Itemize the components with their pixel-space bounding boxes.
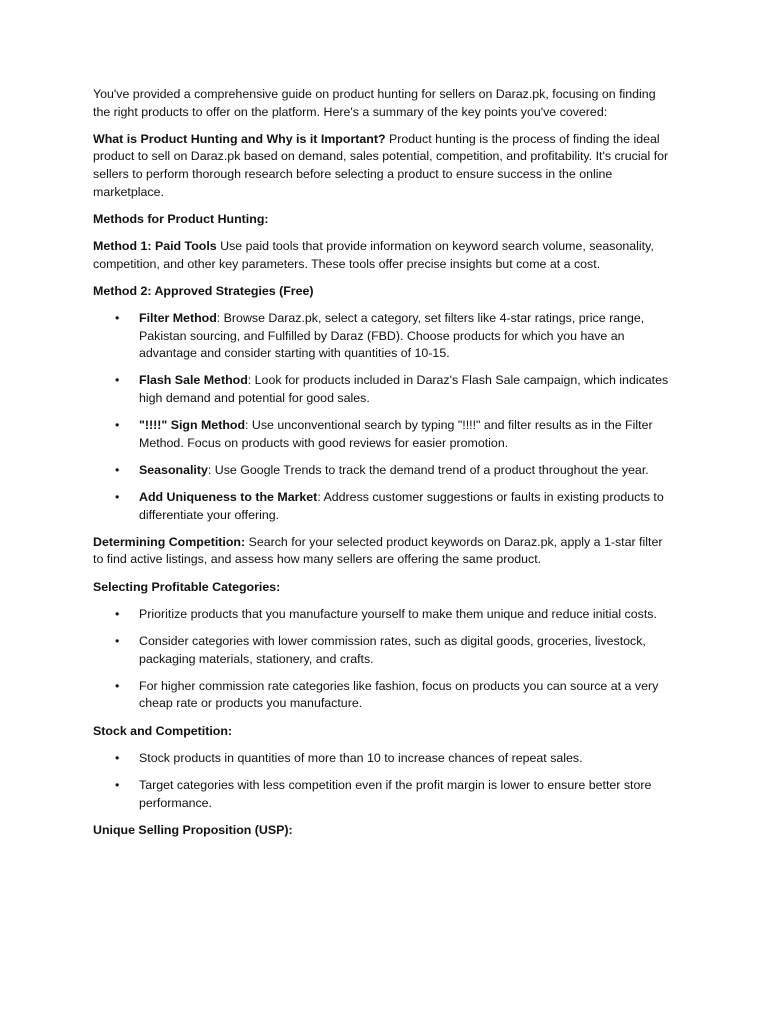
competition-text: Search for your selected product keywords on Daraz.pk, apply a 1-star filter to find active listings, and assess how many sellers are offering the same product. bbox=[93, 534, 663, 567]
method2-list bbox=[93, 310, 673, 524]
list-item bbox=[139, 372, 673, 407]
list-item-label: Add Uniqueness to the Market bbox=[139, 490, 318, 505]
list-item-label: "!!!!" Sign Method bbox=[139, 418, 246, 433]
list-item bbox=[139, 462, 673, 480]
competition-heading: Determining Competition: bbox=[93, 534, 246, 549]
list-item-label: Filter Method bbox=[139, 310, 217, 325]
method2-heading: Method 2: Approved Strategies (Free) bbox=[93, 283, 314, 298]
list-item: • Consider categories with lower commission rates, such as digital goods, groceries, livestock, packaging materials, stationery, and crafts. bbox=[139, 633, 673, 668]
list-item-label: Seasonality bbox=[139, 462, 208, 477]
list-item-label: Flash Sale Method bbox=[139, 373, 248, 388]
stock-heading: Stock and Competition: bbox=[93, 723, 233, 738]
usp-heading: Unique Selling Proposition (USP): bbox=[93, 822, 293, 837]
list-item bbox=[139, 417, 673, 452]
list-item: • Stock products in quantities of more than 10 to increase chances of repeat sales. bbox=[139, 750, 673, 768]
method1-text: Use paid tools that provide information on keyword search volume, seasonality, competition, and other key parameters. These tools offer precise insights but come at a cost. bbox=[93, 238, 654, 271]
list-item: • Prioritize products that you manufacture yourself to make them unique and reduce initial costs. bbox=[139, 606, 673, 624]
list-item: • For higher commission rate categories like fashion, focus on products you can source at a very cheap rate or products you manufacture. bbox=[139, 678, 673, 713]
method1-heading: Method 1: Paid Tools bbox=[93, 238, 217, 253]
document-page bbox=[93, 86, 673, 849]
list-item bbox=[139, 489, 673, 524]
list-item bbox=[139, 310, 673, 363]
list-item-text: : Look for products included in Daraz's Flash Sale campaign, which indicates high demand and potential for good sales. bbox=[139, 373, 669, 405]
categories-heading: Selecting Profitable Categories: bbox=[93, 579, 281, 594]
stock-list bbox=[93, 750, 673, 812]
list-item-text: : Use unconventional search by typing "!!!!" and filter results as in the Filter Method. Focus on products with good reviews for easier promotion. bbox=[139, 418, 653, 450]
intro-paragraph: You've provided a comprehensive guide on product hunting for sellers on Daraz.pk, focusing on finding the right products to offer on the platform. Here's a summary of the key points you've covered: bbox=[93, 87, 656, 119]
method1-paragraph bbox=[93, 238, 673, 273]
competition-paragraph bbox=[93, 534, 673, 569]
categories-list bbox=[93, 606, 673, 713]
list-item-text: : Address customer suggestions or faults in existing products to differentiate your offering. bbox=[139, 490, 664, 522]
list-item: • Target categories with less competition even if the profit margin is lower to ensure better store performance. bbox=[139, 777, 673, 812]
list-item-text: : Browse Daraz.pk, select a category, set filters like 4-star ratings, price range, Pakistan sourcing, and Fulfilled by Daraz (FBD). Choose products for which you have an advantage and consider starting with quantities of 10-15. bbox=[139, 310, 645, 361]
methods-heading: Methods for Product Hunting: bbox=[93, 211, 269, 226]
what-is-heading: What is Product Hunting and Why is it Important? bbox=[93, 131, 386, 146]
what-is-paragraph bbox=[93, 131, 673, 201]
what-is-text: Product hunting is the process of finding the ideal product to sell on Daraz.pk based on demand, sales potential, competition, and profitability. It's crucial for sellers to perform thorough research before selecting a product to ensure success in the online marketplace. bbox=[93, 131, 669, 199]
list-item-text: : Use Google Trends to track the demand trend of a product throughout the year. bbox=[207, 462, 649, 477]
